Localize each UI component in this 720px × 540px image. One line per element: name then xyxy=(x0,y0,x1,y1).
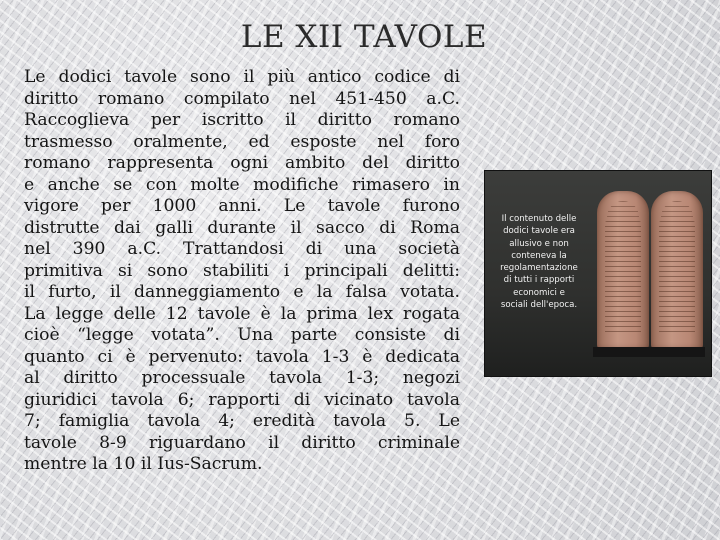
tablet-inscription xyxy=(659,221,695,335)
body-text xyxy=(24,67,460,476)
caption-line: Il contenuto delle xyxy=(501,214,577,224)
body-line: al diritto processuale tavola 1-3; negozi xyxy=(24,368,460,388)
caption-line: di tutti i rapporti xyxy=(503,275,575,286)
body-line: romano rappresenta ogni ambito del diritto xyxy=(24,153,460,173)
caption-line: sociali dell'epoca. xyxy=(500,300,578,311)
body-line: La legge delle 12 tavole è la prima lex rogata xyxy=(24,303,460,324)
tablet-base xyxy=(593,347,705,357)
body-line: nel 390 a.C. Trattandosi di una società xyxy=(24,239,460,259)
body-line: e anche se con molte modifiche rimasero in xyxy=(24,174,460,195)
tablet-inscription xyxy=(605,221,641,335)
image-caption xyxy=(493,213,585,311)
body-line: cioè “legge votata”. Una parte consiste di xyxy=(24,325,460,345)
body-line: primitiva si sono stabiliti i principali delitti: xyxy=(24,260,460,281)
caption-line: dodici tavole era xyxy=(503,226,575,237)
caption-line: conteneva la xyxy=(511,250,567,261)
tablet-inscription xyxy=(607,201,639,217)
tablet-inscription xyxy=(661,201,693,217)
slide-title: LE XII TAVOLE xyxy=(240,19,488,55)
body-line: diritto romano compilato nel 451-450 a.C. xyxy=(24,88,460,109)
stone-tablet-right xyxy=(651,191,703,349)
body-line: distrutte dai galli durante il sacco di Roma xyxy=(24,217,460,238)
body-line: 7; famiglia tavola 4; eredità tavola 5. Le xyxy=(24,411,460,431)
body-line: vigore per 1000 anni. Le tavole furono xyxy=(24,196,460,216)
caption-line: allusivo e non xyxy=(509,238,569,249)
tablets-image xyxy=(484,170,712,377)
caption-line: regolamentazione xyxy=(500,263,578,274)
caption-line: economici e xyxy=(513,287,565,298)
body-line: giuridici tavola 6; rapporti di vicinato tavola xyxy=(24,389,460,410)
body-line: tavole 8-9 riguardano il diritto criminale xyxy=(24,432,460,453)
body-line: mentre la 10 il Ius-Sacrum. xyxy=(24,454,263,474)
body-line: il furto, il danneggiamento e la falsa votata. xyxy=(24,282,460,302)
body-line: Le dodici tavole sono il più antico codice di xyxy=(24,67,460,87)
body-line: quanto ci è pervenuto: tavola 1-3 è dedicata xyxy=(24,346,460,367)
body-line: trasmesso oralmente, ed esposte nel foro xyxy=(24,131,460,152)
body-line: Raccoglieva per iscritto il diritto romano xyxy=(24,110,460,130)
stone-tablet-left xyxy=(597,191,649,349)
